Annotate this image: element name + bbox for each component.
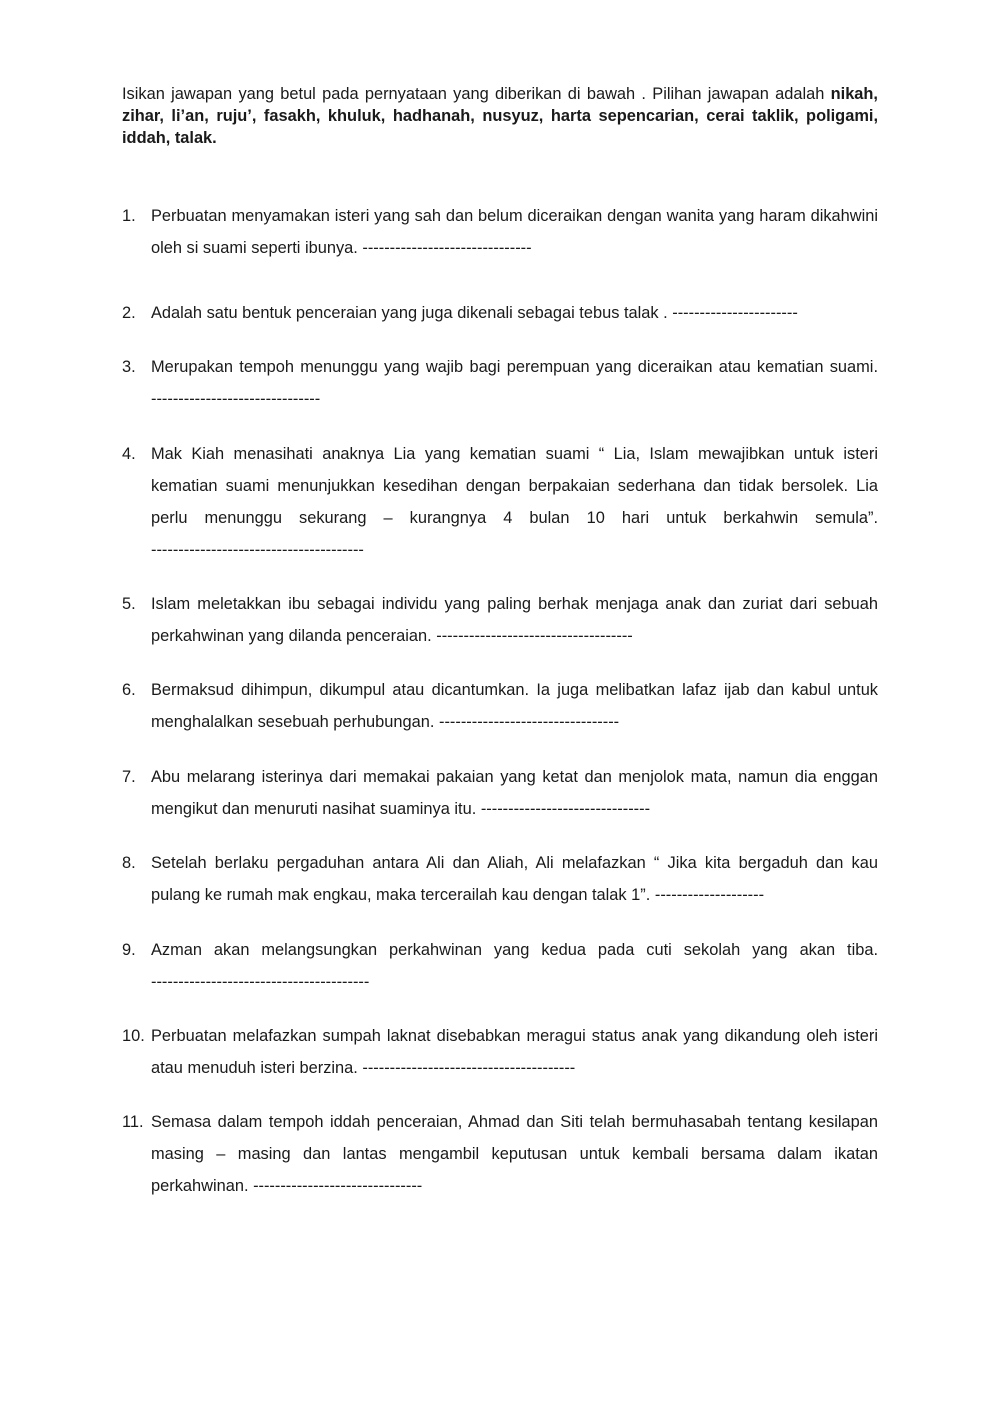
question-number: 6.: [122, 681, 136, 699]
question-item: [122, 200, 878, 264]
question-item: [122, 934, 878, 998]
answer-blank: ------------------------------------: [436, 627, 633, 645]
question-item: [122, 297, 878, 329]
question-item: [122, 674, 878, 738]
instruction-paragraph: [122, 83, 878, 149]
question-text: Setelah berlaku pergaduhan antara Ali dan Aliah, Ali melafazkan “ Jika kita bergaduh dan kau pulang ke rumah mak engkau, maka tercerailah kau dengan talak 1”.: [151, 854, 878, 904]
question-number: 4.: [122, 445, 136, 463]
answer-blank: --------------------: [654, 886, 765, 904]
instruction-text: Isikan jawapan yang betul pada pernyataan yang diberikan di bawah . Pilihan jawapan adalah: [122, 85, 831, 103]
answer-blank: -------------------------------: [253, 1177, 423, 1195]
question-number: 7.: [122, 768, 136, 786]
question-item: [122, 1020, 878, 1084]
answer-blank: ---------------------------------: [438, 713, 620, 731]
question-number: 3.: [122, 358, 136, 376]
question-item: [122, 847, 878, 911]
question-number: 9.: [122, 941, 136, 959]
question-item: [122, 438, 878, 566]
question-text: Mak Kiah menasihati anaknya Lia yang kematian suami “ Lia, Islam mewajibkan untuk isteri kematian suami menunjukkan kesedihan dengan berpakaian sederhana dan tidak bersolek. Lia perlu menunggu sekurang – kurangnya 4 bulan 10 hari untuk berkahwin semula”.: [151, 445, 878, 527]
question-item: [122, 588, 878, 652]
question-number: 11.: [122, 1113, 144, 1131]
question-number: 5.: [122, 595, 136, 613]
question-text: Islam meletakkan ibu sebagai individu yang paling berhak menjaga anak dan zuriat dari sebuah perkahwinan yang dilanda penceraian.: [151, 595, 878, 645]
question-text: Semasa dalam tempoh iddah penceraian, Ahmad dan Siti telah bermuhasabah tentang kesilapan masing – masing dan lantas mengambil keputusan untuk kembali bersama dalam ikatan perkahwinan.: [151, 1113, 878, 1195]
question-item: [122, 351, 878, 415]
question-text: Perbuatan melafazkan sumpah laknat disebabkan meragui status anak yang dikandung oleh isteri atau menuduh isteri berzina.: [151, 1027, 878, 1077]
answer-choices: nikah, zihar, li’an, ruju’, fasakh, khuluk, hadhanah, nusyuz, harta sepencarian, cerai taklik, poligami, iddah, talak.: [122, 85, 878, 147]
answer-blank: ---------------------------------------: [151, 541, 364, 559]
answer-blank: -------------------------------: [362, 239, 532, 257]
question-text: Abu melarang isterinya dari memakai pakaian yang ketat dan menjolok mata, namun dia enggan mengikut dan menuruti nasihat suaminya itu.: [151, 768, 878, 818]
question-text: Adalah satu bentuk penceraian yang juga dikenali sebagai tebus talak .: [151, 304, 668, 322]
question-number: 8.: [122, 854, 136, 872]
question-list: [122, 200, 878, 1202]
question-number: 1.: [122, 207, 136, 225]
question-number: 10.: [122, 1027, 145, 1045]
answer-blank: ---------------------------------------: [362, 1059, 576, 1077]
question-item: [122, 1106, 878, 1202]
question-text: Bermaksud dihimpun, dikumpul atau dicantumkan. Ia juga melibatkan lafaz ijab dan kabul untuk menghalalkan sesebuah perhubungan.: [151, 681, 878, 731]
question-text: Merupakan tempoh menunggu yang wajib bagi perempuan yang diceraikan atau kematian suami.: [151, 358, 878, 376]
answer-blank: ----------------------------------------: [151, 973, 370, 991]
question-text: Perbuatan menyamakan isteri yang sah dan belum diceraikan dengan wanita yang haram dikahwini oleh si suami seperti ibunya.: [151, 207, 878, 257]
answer-blank: -----------------------: [672, 304, 798, 322]
question-text: Azman akan melangsungkan perkahwinan yang kedua pada cuti sekolah yang akan tiba.: [151, 941, 878, 959]
question-number: 2.: [122, 304, 136, 322]
answer-blank: -------------------------------: [151, 390, 321, 408]
question-item: [122, 761, 878, 825]
answer-blank: -------------------------------: [480, 800, 651, 818]
